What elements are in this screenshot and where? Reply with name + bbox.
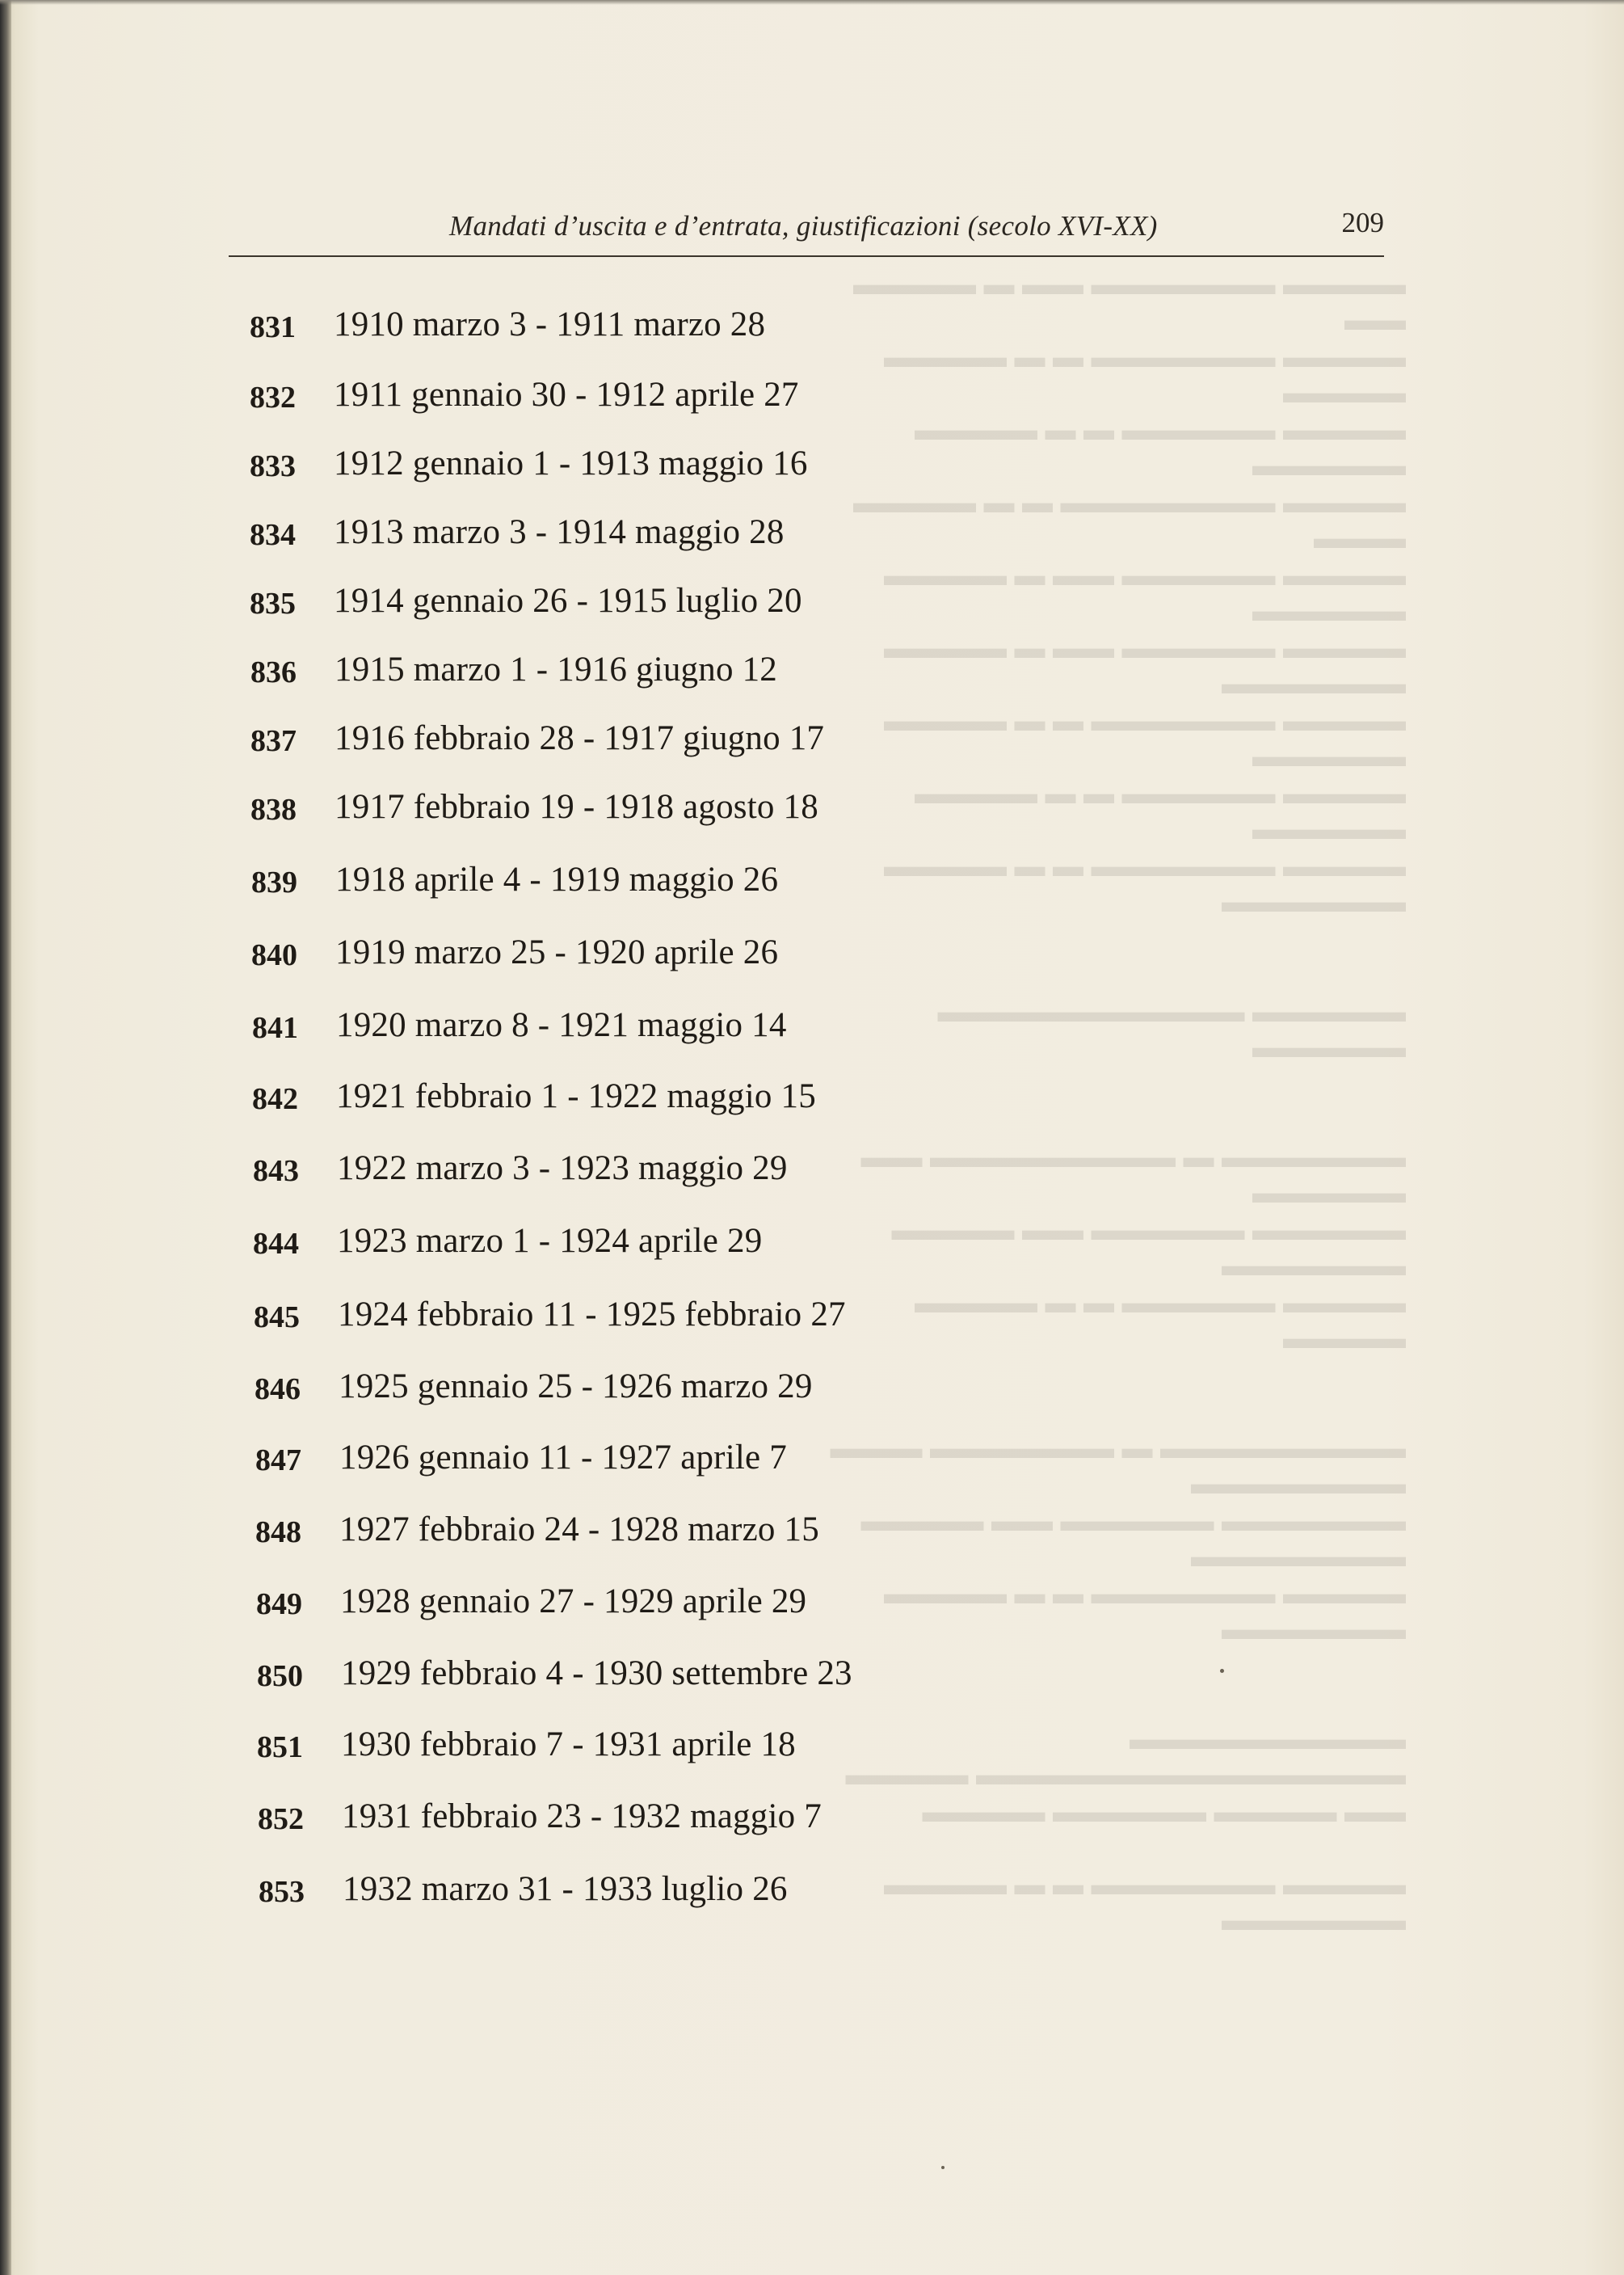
entry-number: 847 [255, 1443, 301, 1477]
paper-speck [941, 2166, 945, 2169]
entry-number: 848 [255, 1515, 301, 1549]
entry-dates: 1918 aprile 4 - 1919 maggio 26 [335, 861, 779, 899]
entry-number: 833 [250, 449, 296, 483]
entry-number: 836 [250, 655, 297, 689]
entry-dates: 1919 marzo 25 - 1920 aprile 26 [335, 933, 779, 971]
entry-number: 850 [257, 1659, 303, 1693]
entry-dates: 1926 gennaio 11 - 1927 aprile 7 [339, 1439, 787, 1477]
entry-number: 849 [256, 1587, 302, 1621]
entry-number: 840 [251, 938, 297, 972]
entry-number: 846 [255, 1372, 301, 1406]
entry-dates: 1931 febbraio 23 - 1932 maggio 7 [342, 1797, 822, 1835]
entry-dates: 1913 marzo 3 - 1914 maggio 28 [334, 513, 785, 551]
entry-dates: 1929 febbraio 4 - 1930 settembre 23 [341, 1654, 852, 1692]
entry-dates: 1920 marzo 8 - 1921 maggio 14 [336, 1006, 787, 1044]
entry-number: 837 [250, 724, 297, 758]
entry-number: 842 [252, 1082, 298, 1116]
entry-dates: 1915 marzo 1 - 1916 giugno 12 [334, 651, 778, 689]
entry-dates: 1912 gennaio 1 - 1913 maggio 16 [334, 444, 808, 482]
running-header-title: Mandati d’uscita e d’entrata, giustificazioni (secolo XVI-XX) [449, 210, 1158, 242]
entry-number: 852 [258, 1802, 304, 1836]
entry-number: 853 [259, 1875, 305, 1909]
entry-number: 831 [250, 310, 296, 344]
page-number: 209 [1341, 207, 1384, 238]
entry-dates: 1916 febbraio 28 - 1917 giugno 17 [334, 719, 825, 757]
entry-number: 844 [253, 1227, 299, 1261]
entry-number: 839 [251, 866, 297, 899]
entry-number: 832 [250, 381, 296, 415]
entry-number: 838 [250, 793, 297, 827]
entry-dates: 1924 febbraio 11 - 1925 febbraio 27 [338, 1295, 846, 1333]
entry-dates: 1923 marzo 1 - 1924 aprile 29 [337, 1222, 763, 1260]
entry-dates: 1921 febbraio 1 - 1922 maggio 15 [336, 1077, 816, 1115]
entry-dates: 1925 gennaio 25 - 1926 marzo 29 [339, 1367, 813, 1405]
entry-number: 843 [253, 1154, 299, 1188]
entry-number: 834 [250, 518, 296, 552]
entry-number: 845 [254, 1300, 300, 1334]
entry-dates: 1930 febbraio 7 - 1931 aprile 18 [341, 1725, 796, 1763]
entry-number: 851 [257, 1730, 303, 1764]
entry-number: 841 [252, 1011, 298, 1045]
entry-dates: 1922 marzo 3 - 1923 maggio 29 [337, 1149, 788, 1187]
entry-dates: 1914 gennaio 26 - 1915 luglio 20 [334, 582, 802, 620]
entry-number: 835 [250, 587, 296, 621]
paper-speck [1220, 1669, 1224, 1673]
entry-dates: 1917 febbraio 19 - 1918 agosto 18 [334, 788, 818, 826]
entry-dates: 1911 gennaio 30 - 1912 aprile 27 [334, 376, 799, 414]
entry-dates: 1927 febbraio 24 - 1928 marzo 15 [339, 1510, 819, 1548]
reverse-side-show-through: ▬▬▬▬ ▬▬▬▬▬▬ ▬▬ ▬ ▬▬▬▬ ▬▬ ▬▬▬▬ ▬▬▬▬▬▬ ▬ ▬ ▬▬▬▬ ▬▬▬▬ ▬▬▬▬ ▬▬▬▬▬ ▬ ▬ ▬▬▬▬ ▬▬▬▬▬ ▬▬▬▬ ▬▬▬▬▬▬▬ ▬ ▬ ▬▬▬▬ ▬▬▬ ▬▬▬▬ ▬▬▬▬▬ ▬▬ ▬ ▬▬▬▬ ▬▬▬▬▬ ▬▬▬▬ ▬▬▬▬▬ ▬▬ ▬ ▬▬▬▬ ▬▬▬▬▬▬ ▬▬▬▬ ▬▬▬▬▬▬ ▬ ▬ ▬▬▬▬ ▬▬▬▬▬ ▬▬▬▬ ▬▬▬▬▬ ▬ ▬ ▬▬▬▬ ▬▬▬▬▬ ▬▬▬▬ ▬▬▬▬▬▬ ▬ ▬ ▬▬▬▬ ▬▬▬▬▬▬ ▬▬▬▬▬ ▬▬▬▬▬▬▬▬▬▬ ▬▬▬▬▬ ▬▬▬▬▬▬ ▬ ▬▬▬▬▬▬▬▬ ▬▬ ▬▬▬▬▬ ▬▬▬▬▬ ▬▬▬▬▬ ▬▬ ▬▬▬▬ ▬▬▬▬▬▬ ▬▬▬▬ ▬▬▬▬▬ ▬ ▬ ▬▬▬▬ ▬▬▬▬ ▬▬▬▬▬▬▬▬ ▬ ▬▬▬▬▬▬ ▬▬▬ ▬▬▬▬▬▬▬ ▬▬▬▬▬▬ ▬▬▬▬▬ ▬▬ ▬▬▬▬ ▬▬▬▬▬▬▬ ▬▬▬▬ ▬▬▬▬▬▬ ▬ ▬ ▬▬▬▬ ▬▬▬▬▬▬ ▬▬▬▬▬▬▬▬▬ ▬▬▬▬▬▬▬▬▬▬▬▬▬▬ ▬▬▬▬ ▬▬ ▬▬▬▬ ▬▬▬▬▬ ▬▬▬▬ ▬▬▬▬ ▬▬▬▬▬▬ ▬ ▬ ▬▬▬▬ ▬▬▬▬▬▬ [830, 268, 1406, 1937]
entry-dates: 1932 marzo 31 - 1933 luglio 26 [343, 1870, 788, 1908]
entry-dates: 1910 marzo 3 - 1911 marzo 28 [334, 305, 766, 343]
entry-dates: 1928 gennaio 27 - 1929 aprile 29 [340, 1582, 807, 1620]
